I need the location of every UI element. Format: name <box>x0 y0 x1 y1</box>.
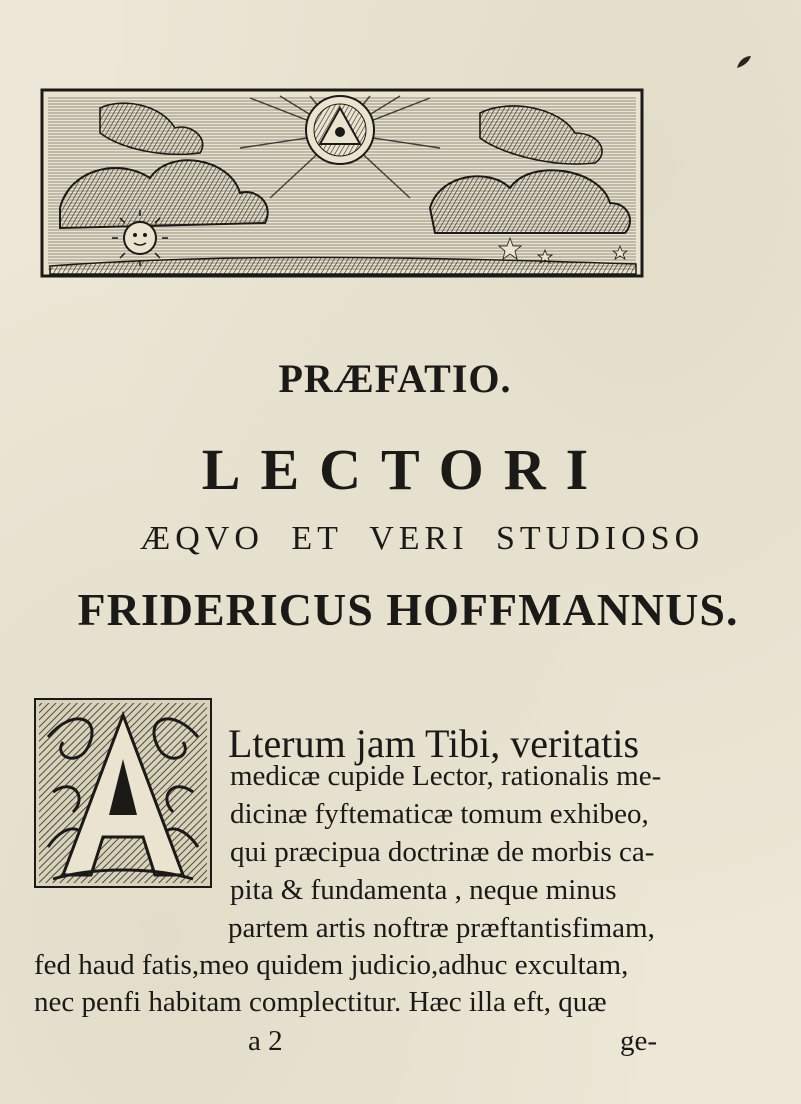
body-line: qui præcipua doctrinæ de morbis ca- <box>230 836 655 868</box>
decorated-initial-a-icon <box>33 697 213 889</box>
body-line: dicinæ fyftematicæ tomum exhibeo, <box>230 798 649 830</box>
woodcut-headpiece <box>40 88 646 284</box>
page-title: PRÆFATIO. <box>278 356 512 401</box>
body-line: pita & fundamenta , neque minus <box>230 874 617 906</box>
author-name: FRIDERICUS HOFFMANNUS. <box>77 584 739 635</box>
signature-mark: a 2 <box>248 1025 283 1057</box>
body-line: partem artis noftræ præftantisfimam, <box>228 912 655 944</box>
dedication-heading: LECTORI <box>201 437 609 502</box>
body-line: fed haud fatis,meo quidem judicio,adhuc excultam, <box>34 949 629 981</box>
catchword: ge- <box>620 1025 658 1057</box>
body-line: medicæ cupide Lector, rationalis me- <box>230 760 662 792</box>
dedication-subheading: ÆQVO ET VERI STUDIOSO <box>140 520 705 557</box>
flower-ornament-icon <box>735 54 753 70</box>
body-line: nec penfi habitam complectitur. Hæc illa eft, quæ <box>34 986 607 1018</box>
body-line: Lterum jam Tibi, veritatis <box>228 721 640 766</box>
